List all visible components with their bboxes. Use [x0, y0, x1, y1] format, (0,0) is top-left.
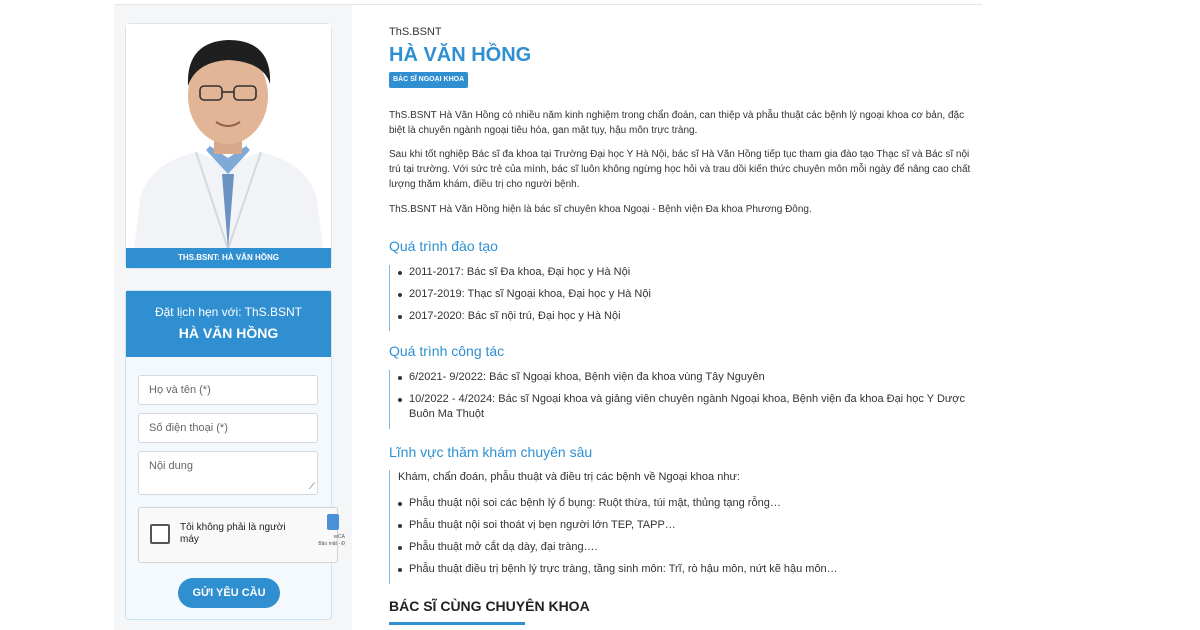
list-item: 2017-2019: Thạc sĩ Ngoại khoa, Đại học y Hà Nội	[398, 287, 651, 302]
list-item: Phẫu thuật nội soi các bệnh lý ổ bụng: Ruột thừa, túi mật, thủng tạng rỗng…	[398, 496, 981, 511]
booking-heading: Đặt lịch hẹn với: ThS.BSNT	[154, 305, 303, 319]
recaptcha-terms	[305, 534, 345, 548]
content-textarea[interactable]	[138, 451, 318, 495]
education-heading: Quá trình đào tạo	[389, 238, 498, 254]
list-item: 6/2021- 9/2022: Bác sĩ Ngoại khoa, Bệnh viện đa khoa vùng Tây Nguyên	[398, 370, 981, 385]
specialty-badge: BÁC SĨ NGOẠI KHOA	[389, 72, 468, 88]
doctor-title-prefix: ThS.BSNT	[389, 26, 442, 38]
list-item: Phẫu thuật điều trị bệnh lý trực tràng, tầng sinh môn: Trĩ, rò hậu môn, nứt kẽ hậu môn…	[398, 562, 981, 577]
work-list	[389, 370, 981, 429]
content-placeholder: Nội dung	[149, 460, 194, 472]
doctor-card	[125, 23, 332, 269]
bio-paragraph-3: ThS.BSNT Hà Văn Hồng hiện là bác sĩ chuyên khoa Ngoại - Bệnh viện Đa khoa Phương Đông.	[389, 204, 812, 215]
recaptcha-logo-icon	[327, 514, 339, 530]
expertise-list	[389, 470, 981, 584]
name-input[interactable]: Họ và tên (*)	[138, 375, 318, 405]
list-item: 10/2022 - 4/2024: Bác sĩ Ngoại khoa và giảng viên chuyên ngành Ngoại khoa, Bệnh viện đa khoa Đại học Y Dược Buôn Ma Thuột	[398, 392, 981, 422]
booking-header	[126, 291, 331, 357]
booking-doctor-name: HÀ VĂN HỒNG	[178, 325, 279, 341]
list-item: Phẫu thuật nội soi thoát vị bẹn người lớn TEP, TAPP…	[398, 518, 981, 533]
bio-paragraph-2: Sau khi tốt nghiệp Bác sĩ đa khoa tại Trường Đại học Y Hà Nội, bác sĩ Hà Văn Hồng tiếp tục tham gia đào tạo Thạc sĩ và Bác sĩ nội trú tại trường. Với sức trẻ của mình, bác sĩ luôn không ngừng học hỏi và trau dồi kiến thức chuyên môn mỗi ngày để nâng cao chất lượng thăm khám, điều trị cho người bệnh.	[389, 149, 971, 190]
work-heading: Quá trình công tác	[389, 343, 505, 359]
recaptcha-label: Tôi không phải là người máy	[180, 522, 286, 545]
doctor-name: HÀ VĂN HỒNG	[389, 44, 532, 66]
bio-paragraph-1: ThS.BSNT Hà Văn Hồng có nhiều năm kinh nghiệm trong chẩn đoán, can thiệp và phẫu thuật các bệnh lý ngoại khoa cơ bản, đặc biệt là chuyên ngành ngoại tiêu hóa, gan mật tụy, hậu môn trực tràng.	[389, 110, 965, 136]
list-item: 2011-2017: Bác sĩ Đa khoa, Đại học y Hà Nội	[398, 265, 651, 280]
booking-form	[125, 290, 345, 620]
recaptcha-widget	[138, 507, 345, 563]
doctor-photo	[126, 24, 331, 249]
phone-input[interactable]: Số điện thoại (*)	[138, 413, 318, 443]
education-list	[389, 265, 651, 331]
related-heading-underline	[389, 622, 525, 625]
resize-handle-icon[interactable]: ⟋	[308, 481, 315, 491]
expertise-intro: Khám, chẩn đoán, phẫu thuật và điều trị các bệnh về Ngoại khoa như:	[398, 471, 740, 483]
recaptcha-brand: reCA	[333, 534, 345, 540]
recaptcha-checkbox[interactable]	[150, 524, 170, 544]
submit-button[interactable]: GỬI YÊU CẦU	[178, 578, 280, 608]
list-item: Phẫu thuật mở cắt dạ dày, đại tràng….	[398, 540, 981, 555]
photo-caption: THS.BSNT: HÀ VĂN HỒNG	[126, 248, 331, 268]
expertise-heading: Lĩnh vực thăm khám chuyên sâu	[389, 444, 593, 460]
list-item: 2017-2020: Bác sĩ nội trú, Đại học y Hà Nội	[398, 309, 651, 324]
related-doctors-heading: BÁC SĨ CÙNG CHUYÊN KHOA	[389, 598, 590, 614]
recaptcha-privacy-link[interactable]: Bảo mật - Đ	[318, 541, 345, 547]
